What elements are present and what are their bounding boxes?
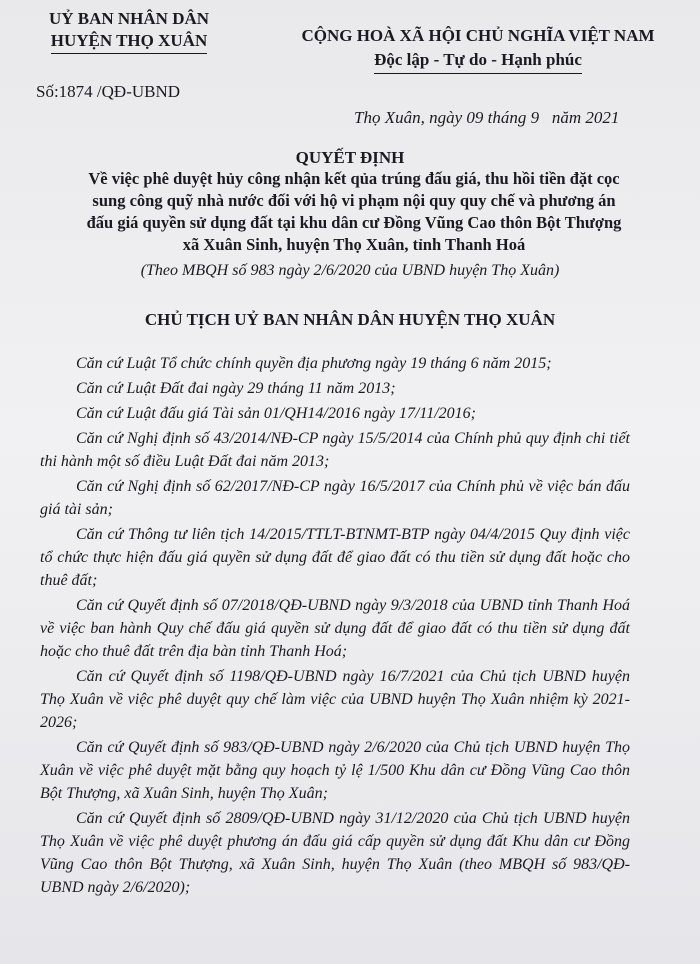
legal-basis-item: Căn cứ Quyết định số 07/2018/QĐ-UBND ngày 9/3/2018 của UBND tỉnh Thanh Hoá về việc ban hành Quy chế đấu giá quyền sử dụng đất để giao đất có thu tiền sử dụng đất hoặc cho thuê đất trên địa bàn tỉnh Thanh Hoá;	[40, 597, 630, 660]
legal-bases	[40, 352, 630, 901]
issuing-authority: CHỦ TỊCH UỶ BAN NHÂN DÂN HUYỆN THỌ XUÂN	[144, 310, 556, 329]
legal-basis-item: Căn cứ Quyết định số 983/QĐ-UBND ngày 2/6/2020 của Chủ tịch UBND huyện Thọ Xuân về việc phê duyệt mặt bằng quy hoạch tỷ lệ 1/500 Khu dân cư Đồng Vũng Cao thôn Bột Thượng, xã Xuân Sinh, huyện Thọ Xuân;	[40, 739, 630, 802]
date-line: Thọ Xuân, ngày 09 tháng 9 năm 2021	[354, 108, 620, 127]
legal-basis-item: Căn cứ Luật Đất đai ngày 29 tháng 11 năm 2013;	[76, 380, 396, 397]
document-subject	[34, 168, 674, 256]
basis-note: (Theo MBQH số 983 ngày 2/6/2020 của UBND huyện Thọ Xuân)	[140, 262, 560, 279]
legal-basis-item: Căn cứ Thông tư liên tịch 14/2015/TTLT-BTNMT-BTP ngày 04/4/2015 Quy định việc tổ chức thực hiện đấu giá quyền sử dụng đất để giao đất có thu tiền sử dụng đất hoặc cho thuê đất;	[40, 526, 630, 589]
national-motto: Độc lập - Tự do - Hạnh phúc	[374, 48, 582, 74]
national-heading	[258, 24, 698, 74]
agency-line-2: HUYỆN THỌ XUÂN	[51, 30, 207, 54]
subject-line: sung công quỹ nhà nước đối với hộ vi phạm nội quy quy chế và phương án	[92, 191, 616, 210]
legal-basis-item: Căn cứ Quyết định số 1198/QĐ-UBND ngày 16/7/2021 của Chủ tịch UBND huyện Thọ Xuân về việc phê duyệt quy chế làm việc của UBND huyện Thọ Xuân nhiệm kỳ 2021-2026;	[40, 668, 630, 731]
subject-line: xã Xuân Sinh, huyện Thọ Xuân, tỉnh Thanh Hoá	[182, 235, 526, 254]
legal-basis-item: Căn cứ Quyết định số 2809/QĐ-UBND ngày 31/12/2020 của Chủ tịch UBND huyện Thọ Xuân về việc phê duyệt phương án đấu giá cấp quyền sử dụng đất Khu dân cư Đồng Vũng Cao thôn Bột Thượng, xã Xuân Sinh, huyện Thọ Xuân (theo MBQH số 983/QĐ-UBND ngày 2/6/2020);	[40, 810, 630, 896]
legal-basis-item: Căn cứ Nghị định số 43/2014/NĐ-CP ngày 15/5/2014 của Chính phủ quy định chi tiết thi hành một số điều Luật Đất đai năm 2013;	[40, 430, 630, 470]
document-title: QUYẾT ĐỊNH	[295, 148, 405, 167]
legal-basis-item: Căn cứ Nghị định số 62/2017/NĐ-CP ngày 16/5/2017 của Chính phủ về việc bán đấu giá tài sản;	[40, 478, 630, 518]
agency-line-1: UỶ BAN NHÂN DÂN	[48, 9, 210, 28]
nation-name: CỘNG HOÀ XÃ HỘI CHỦ NGHĨA VIỆT NAM	[301, 26, 655, 45]
subject-line: Về việc phê duyệt hủy công nhận kết qủa trúng đấu giá, thu hồi tiền đặt cọc	[88, 169, 620, 188]
legal-basis-item: Căn cứ Luật Tổ chức chính quyền địa phương ngày 19 tháng 6 năm 2015;	[76, 355, 552, 372]
legal-basis-item: Căn cứ Luật đấu giá Tài sản 01/QH14/2016 ngày 17/11/2016;	[76, 405, 476, 422]
issuing-agency	[24, 8, 234, 54]
document-number: Số:1874 /QĐ-UBND	[36, 82, 181, 101]
subject-line: đấu giá quyền sử dụng đất tại khu dân cư Đồng Vũng Cao thôn Bột Thượng	[86, 213, 622, 232]
